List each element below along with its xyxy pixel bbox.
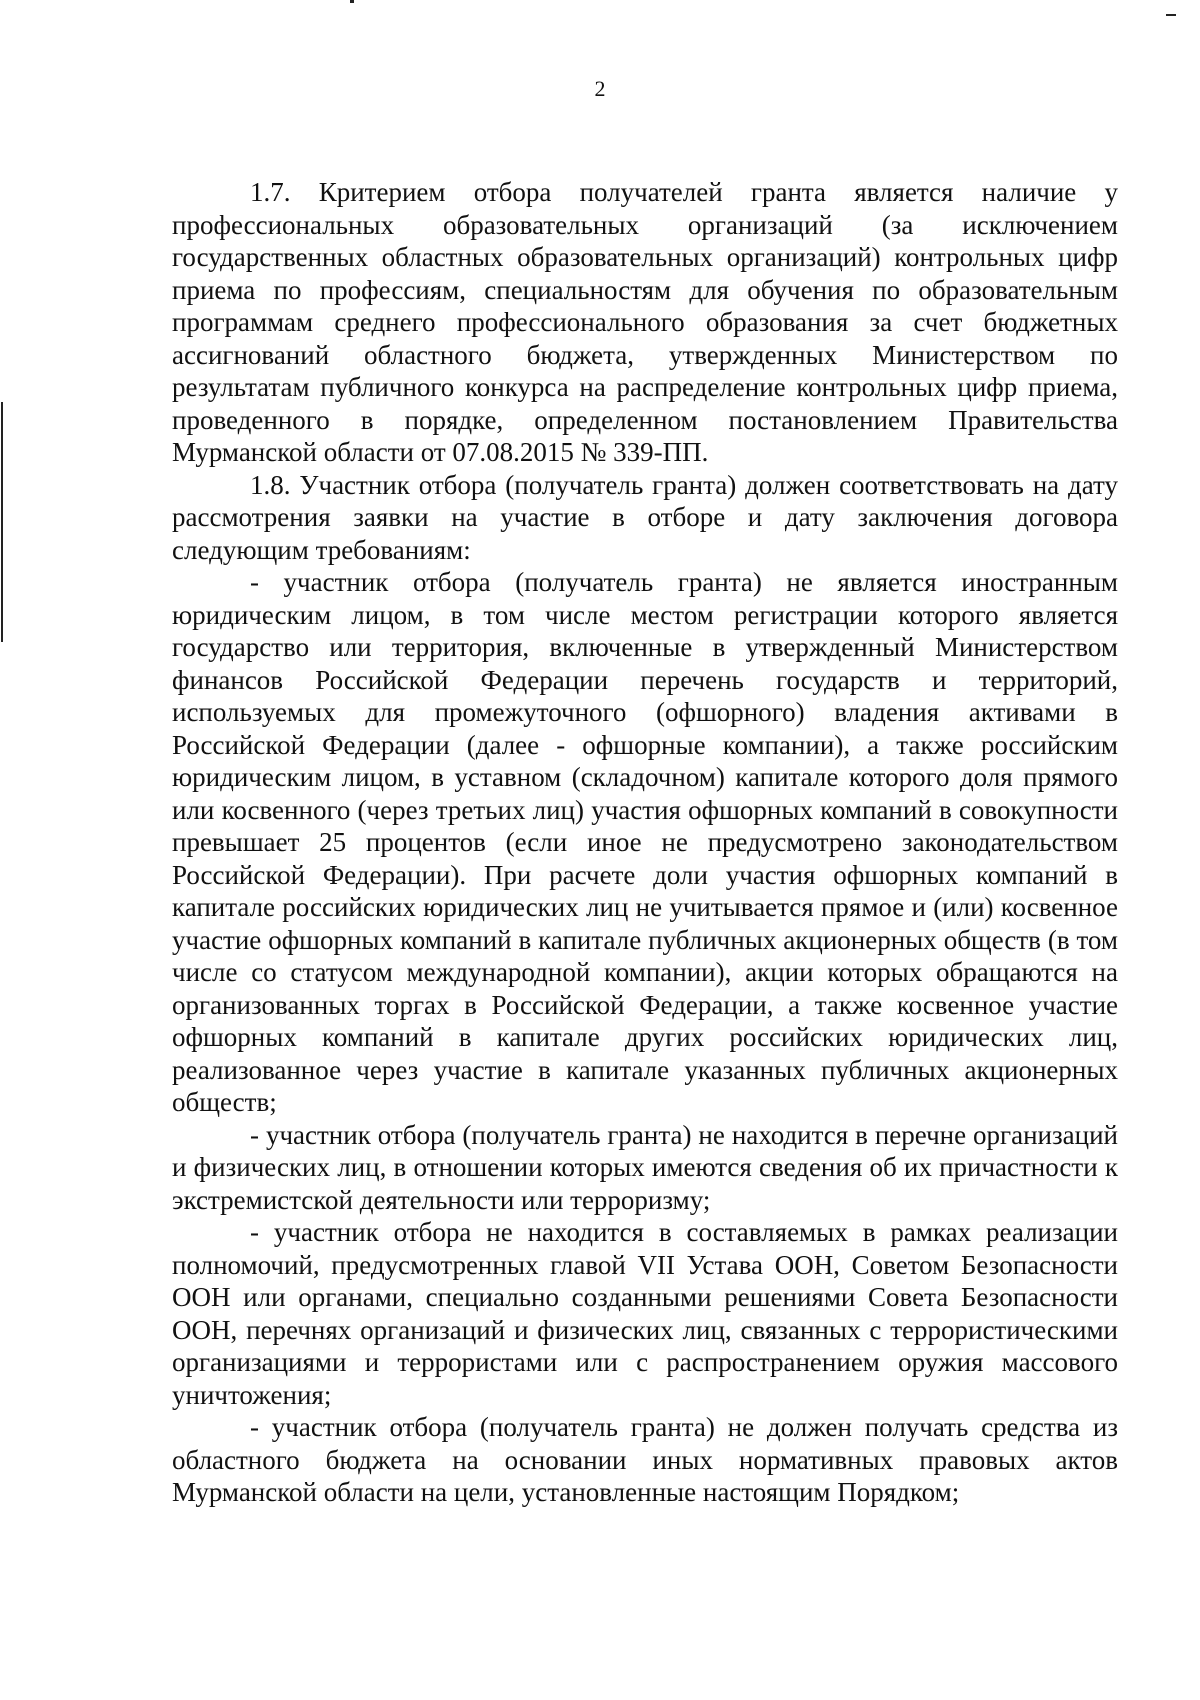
paragraph-1-8: 1.8. Участник отбора (получатель гранта) должен соответствовать на дату рассмотрения заявки на участие в отборе и дату заключения договора следующим требованиям: xyxy=(172,469,1118,565)
document-body xyxy=(172,176,1118,1509)
requirement-un-list: - участник отбора не находится в составляемых в рамках реализации полномочий, предусмотренных главой VII Устава ООН, Советом Безопасности ООН или органами, специально созданными решениями Совета Безопасности ООН, перечнях организаций и физических лиц, связанных с террористическими организациями и террористами или с распространением оружия массового уничтожения; xyxy=(172,1217,1118,1410)
scan-artifact xyxy=(1166,14,1176,16)
page-number: 2 xyxy=(594,76,606,101)
requirement-no-other-funding: - участник отбора (получатель гранта) не должен получать средства из областного бюджета на основании иных нормативных правовых актов Мурманской области на цели, установленные настоящим Порядком; xyxy=(172,1412,1118,1507)
requirement-extremism-list: - участник отбора (получатель гранта) не находится в перечне организаций и физических лиц, в отношении которых имеются сведения об их причастности к экстремистской деятельности или терроризму; xyxy=(172,1119,1118,1215)
scan-artifact xyxy=(1,402,3,642)
scan-artifact xyxy=(350,0,354,3)
paragraph-1-7: 1.7. Критерием отбора получателей гранта является наличие у профессиональных образовательных организаций (за исключением государственных областных образовательных организаций) контрольных цифр приема по профессиям, специальностям для обучения по образовательным программам среднего профессионального образования за счет бюджетных ассигнований областного бюджета, утвержденных Министерством по результатам публичного конкурса на распределение контрольных цифр приема, проведенного в порядке, определенном постановлением Правительства Мурманской области от 07.08.2015 № 339-ПП. xyxy=(172,177,1118,467)
requirement-offshore: - участник отбора (получатель гранта) не является иностранным юридическим лицом, в том числе местом регистрации которого является государство или территория, включенные в утвержденный Министерством финансов Российской Федерации перечень государств и территорий, используемых для промежуточного (офшорного) владения активами в Российской Федерации (далее - офшорные компании), а также российским юридическим лицом, в уставном (складочном) капитале которого доля прямого или косвенного (через третьих лиц) участия офшорных компаний в совокупности превышает 25 процентов (если иное не предусмотрено законодательством Российской Федерации). При расчете доли участия офшорных компаний в капитале российских юридических лиц не учитывается прямое и (или) косвенное участие офшорных компаний в капитале публичных акционерных обществ (в том числе со статусом международной компании), акции которых обращаются на организованных торгах в Российской Федерации, а также косвенное участие офшорных компаний в капитале других российских юридических лиц, реализованное через участие в капитале указанных публичных акционерных обществ; xyxy=(172,567,1118,1117)
